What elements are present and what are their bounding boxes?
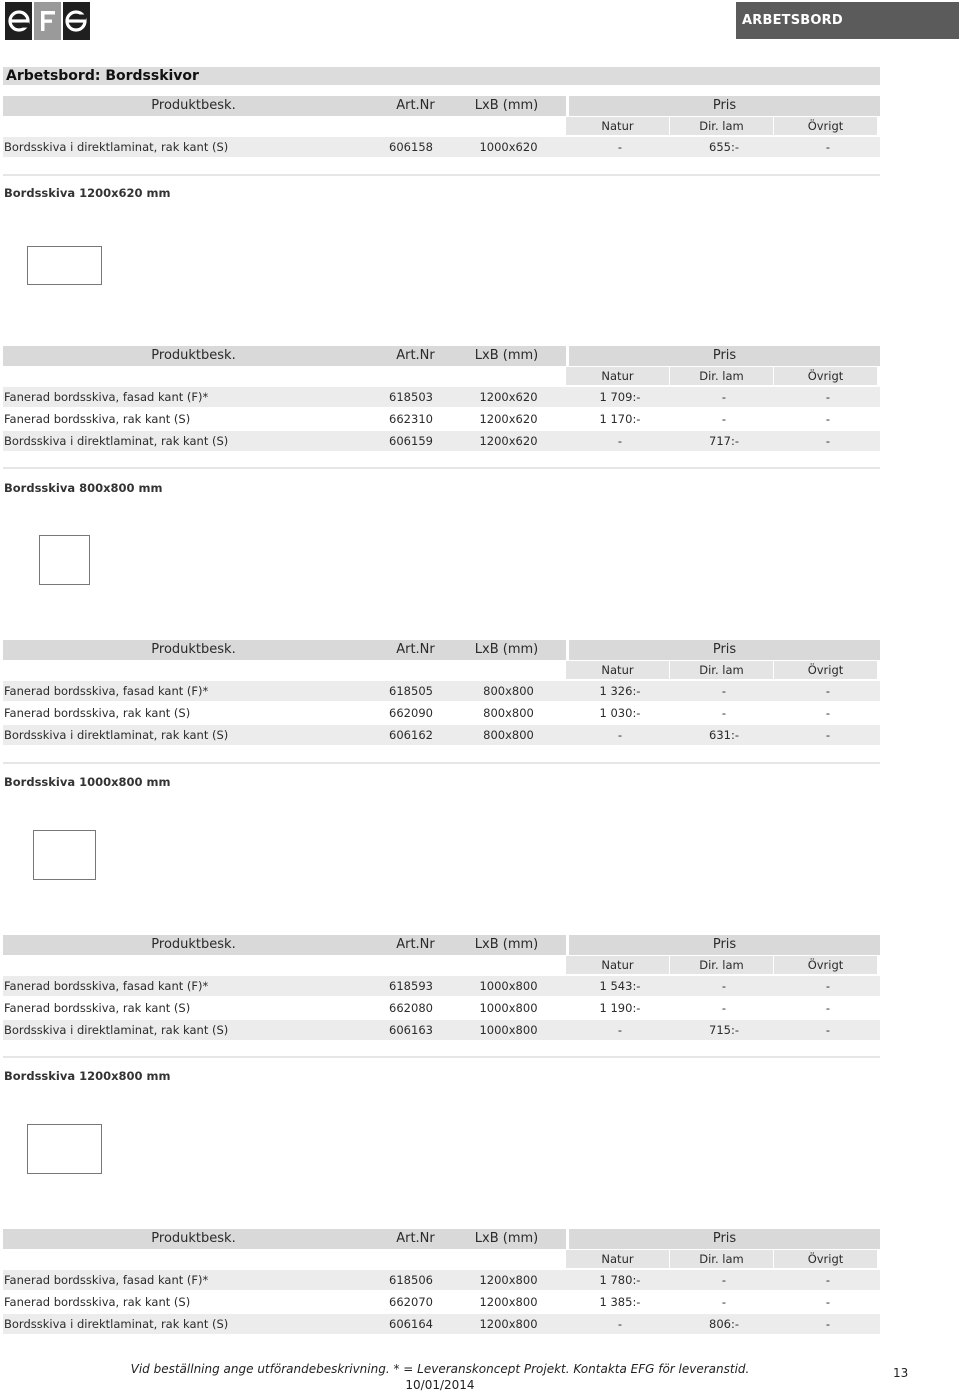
- table-header-row: [3, 935, 880, 955]
- tabletop-shape-1000x800: [33, 830, 96, 880]
- header-pris: Pris: [569, 935, 880, 955]
- divider: [3, 467, 880, 469]
- cell-dimensions: 1000x800: [479, 1023, 538, 1037]
- cell-ovrigt: -: [825, 412, 831, 426]
- header-dir-lam: Dir. lam: [670, 661, 773, 679]
- tabletop-shape-800x800: [39, 535, 90, 585]
- cell-artnr: 662310: [389, 412, 433, 426]
- price-table-1000x800: [3, 935, 880, 1040]
- header-natur: Natur: [566, 367, 669, 385]
- cell-artnr: 662080: [389, 1001, 433, 1015]
- table-subheader-row: [3, 1250, 880, 1268]
- table-header-row: [3, 96, 880, 116]
- cell-dir-lam: 715:-: [709, 1023, 739, 1037]
- divider: [3, 174, 880, 176]
- cell-dimensions: 1000x800: [479, 979, 538, 993]
- cell-name: Fanerad bordsskiva, fasad kant (F)*: [4, 390, 209, 404]
- header-dimensions: LxB (mm): [447, 96, 566, 116]
- cell-ovrigt: -: [825, 684, 831, 698]
- tabletop-shape-1200x800: [27, 1124, 102, 1174]
- cell-ovrigt: -: [825, 434, 831, 448]
- table-row: [3, 387, 880, 407]
- cell-dimensions: 800x800: [483, 684, 534, 698]
- cell-dir-lam: -: [721, 390, 727, 404]
- cell-dir-lam: -: [721, 1001, 727, 1015]
- cell-ovrigt: -: [825, 390, 831, 404]
- header-produktbesk: Produktbesk.: [3, 346, 384, 366]
- table-row: [3, 137, 880, 157]
- header-produktbesk: Produktbesk.: [3, 935, 384, 955]
- cell-dir-lam: 806:-: [709, 1317, 739, 1331]
- table-row: [3, 703, 880, 723]
- cell-natur: 1 385:-: [599, 1295, 641, 1309]
- cell-natur: -: [617, 434, 623, 448]
- cell-dimensions: 1200x620: [479, 412, 538, 426]
- table-row: [3, 681, 880, 701]
- header-natur: Natur: [566, 117, 669, 135]
- table-header-row: [3, 346, 880, 366]
- header-ovrigt: Övrigt: [774, 956, 877, 974]
- cell-dimensions: 1000x620: [479, 140, 538, 154]
- cell-name: Fanerad bordsskiva, rak kant (S): [4, 1001, 191, 1015]
- header-dir-lam: Dir. lam: [670, 956, 773, 974]
- cell-name: Fanerad bordsskiva, fasad kant (F)*: [4, 1273, 209, 1287]
- cell-ovrigt: -: [825, 140, 831, 154]
- cell-natur: -: [617, 140, 623, 154]
- cell-dir-lam: -: [721, 1295, 727, 1309]
- page-number: 13: [893, 1366, 909, 1380]
- header-dimensions: LxB (mm): [447, 346, 566, 366]
- cell-name: Fanerad bordsskiva, fasad kant (F)*: [4, 684, 209, 698]
- cell-ovrigt: -: [825, 1317, 831, 1331]
- table-row: [3, 976, 880, 996]
- table-row: [3, 725, 880, 745]
- price-table-1000x620: [3, 96, 880, 157]
- header-ovrigt: Övrigt: [774, 661, 877, 679]
- cell-ovrigt: -: [825, 1023, 831, 1037]
- price-table-1200x800: [3, 1229, 880, 1334]
- header-ovrigt: Övrigt: [774, 1250, 877, 1268]
- cell-natur: 1 190:-: [599, 1001, 641, 1015]
- cell-dimensions: 800x800: [483, 728, 534, 742]
- cell-name: Bordsskiva i direktlaminat, rak kant (S): [4, 434, 229, 448]
- cell-natur: 1 326:-: [599, 684, 641, 698]
- cell-natur: 1 543:-: [599, 979, 641, 993]
- cell-dir-lam: -: [721, 979, 727, 993]
- cell-dir-lam: 717:-: [709, 434, 739, 448]
- cell-artnr: 618505: [389, 684, 433, 698]
- table-row: [3, 1292, 880, 1312]
- table-header-row: [3, 640, 880, 660]
- logo-letter-e: [5, 2, 32, 40]
- cell-artnr: 606164: [389, 1317, 433, 1331]
- cell-name: Bordsskiva i direktlaminat, rak kant (S): [4, 140, 229, 154]
- header-natur: Natur: [566, 661, 669, 679]
- cell-artnr: 662070: [389, 1295, 433, 1309]
- cell-dir-lam: -: [721, 706, 727, 720]
- table-header-row: [3, 1229, 880, 1249]
- footer-note: Vid beställning ange utförandebeskrivning. * = Leveranskoncept Projekt. Kontakta EFG för leveranstid.: [130, 1362, 750, 1376]
- logo-letter-g: [63, 2, 90, 40]
- header-dir-lam: Dir. lam: [670, 1250, 773, 1268]
- table-subheader-row: [3, 367, 880, 385]
- table-row: [3, 1314, 880, 1334]
- cell-artnr: 606158: [389, 140, 433, 154]
- header-pris: Pris: [569, 1229, 880, 1249]
- cell-dimensions: 1000x800: [479, 1001, 538, 1015]
- cell-name: Bordsskiva i direktlaminat, rak kant (S): [4, 728, 229, 742]
- header-natur: Natur: [566, 1250, 669, 1268]
- table-row: [3, 431, 880, 451]
- cell-dir-lam: -: [721, 684, 727, 698]
- header-artnr: Art.Nr: [384, 1229, 447, 1249]
- cell-dir-lam: -: [721, 412, 727, 426]
- cell-dimensions: 800x800: [483, 706, 534, 720]
- header-artnr: Art.Nr: [384, 640, 447, 660]
- table-row: [3, 409, 880, 429]
- cell-dir-lam: -: [721, 1273, 727, 1287]
- cell-dimensions: 1200x800: [479, 1317, 538, 1331]
- header-dir-lam: Dir. lam: [670, 117, 773, 135]
- cell-dir-lam: 655:-: [709, 140, 739, 154]
- cell-ovrigt: -: [825, 1273, 831, 1287]
- section-heading-1200x620: Bordsskiva 1200x620 mm: [4, 186, 171, 200]
- logo-letter-f: [34, 2, 61, 40]
- cell-dimensions: 1200x620: [479, 434, 538, 448]
- header-produktbesk: Produktbesk.: [3, 640, 384, 660]
- cell-artnr: 606162: [389, 728, 433, 742]
- efg-logo: [5, 2, 90, 40]
- cell-dimensions: 1200x800: [479, 1295, 538, 1309]
- cell-dimensions: 1200x800: [479, 1273, 538, 1287]
- header-artnr: Art.Nr: [384, 935, 447, 955]
- cell-name: Bordsskiva i direktlaminat, rak kant (S): [4, 1317, 229, 1331]
- cell-name: Bordsskiva i direktlaminat, rak kant (S): [4, 1023, 229, 1037]
- header-ovrigt: Övrigt: [774, 367, 877, 385]
- cell-name: Fanerad bordsskiva, fasad kant (F)*: [4, 979, 209, 993]
- cell-ovrigt: -: [825, 1295, 831, 1309]
- header-dimensions: LxB (mm): [447, 640, 566, 660]
- section-heading-800x800: Bordsskiva 800x800 mm: [4, 481, 163, 495]
- header-dir-lam: Dir. lam: [670, 367, 773, 385]
- header-dimensions: LxB (mm): [447, 935, 566, 955]
- price-table-1200x620: [3, 346, 880, 451]
- header-ovrigt: Övrigt: [774, 117, 877, 135]
- header-artnr: Art.Nr: [384, 346, 447, 366]
- page-title: Arbetsbord: Bordsskivor: [3, 67, 880, 85]
- cell-name: Fanerad bordsskiva, rak kant (S): [4, 706, 191, 720]
- header-pris: Pris: [569, 346, 880, 366]
- table-subheader-row: [3, 117, 880, 135]
- section-heading-1200x800: Bordsskiva 1200x800 mm: [4, 1069, 171, 1083]
- table-subheader-row: [3, 661, 880, 679]
- footer-date: 10/01/2014: [405, 1378, 475, 1392]
- header-natur: Natur: [566, 956, 669, 974]
- cell-natur: -: [617, 1023, 623, 1037]
- header-pris: Pris: [569, 96, 880, 116]
- header-dimensions: LxB (mm): [447, 1229, 566, 1249]
- cell-artnr: 618593: [389, 979, 433, 993]
- cell-artnr: 606163: [389, 1023, 433, 1037]
- table-subheader-row: [3, 956, 880, 974]
- cell-name: Fanerad bordsskiva, rak kant (S): [4, 1295, 191, 1309]
- cell-artnr: 606159: [389, 434, 433, 448]
- price-table-800x800: [3, 640, 880, 745]
- header-produktbesk: Produktbesk.: [3, 1229, 384, 1249]
- divider: [3, 1056, 880, 1058]
- header-pris: Pris: [569, 640, 880, 660]
- section-badge: ARBETSBORD: [736, 2, 959, 39]
- cell-natur: 1 170:-: [599, 412, 641, 426]
- cell-natur: 1 709:-: [599, 390, 641, 404]
- table-row: [3, 1020, 880, 1040]
- cell-natur: -: [617, 728, 623, 742]
- cell-dir-lam: 631:-: [709, 728, 739, 742]
- cell-artnr: 662090: [389, 706, 433, 720]
- section-heading-1000x800: Bordsskiva 1000x800 mm: [4, 775, 171, 789]
- cell-natur: 1 030:-: [599, 706, 641, 720]
- cell-ovrigt: -: [825, 728, 831, 742]
- divider: [3, 762, 880, 764]
- cell-artnr: 618503: [389, 390, 433, 404]
- table-row: [3, 1270, 880, 1290]
- cell-dimensions: 1200x620: [479, 390, 538, 404]
- header-artnr: Art.Nr: [384, 96, 447, 116]
- header-produktbesk: Produktbesk.: [3, 96, 384, 116]
- cell-ovrigt: -: [825, 706, 831, 720]
- cell-ovrigt: -: [825, 1001, 831, 1015]
- cell-artnr: 618506: [389, 1273, 433, 1287]
- cell-natur: -: [617, 1317, 623, 1331]
- table-row: [3, 998, 880, 1018]
- cell-natur: 1 780:-: [599, 1273, 641, 1287]
- cell-ovrigt: -: [825, 979, 831, 993]
- cell-name: Fanerad bordsskiva, rak kant (S): [4, 412, 191, 426]
- tabletop-shape-1200x620: [27, 246, 102, 285]
